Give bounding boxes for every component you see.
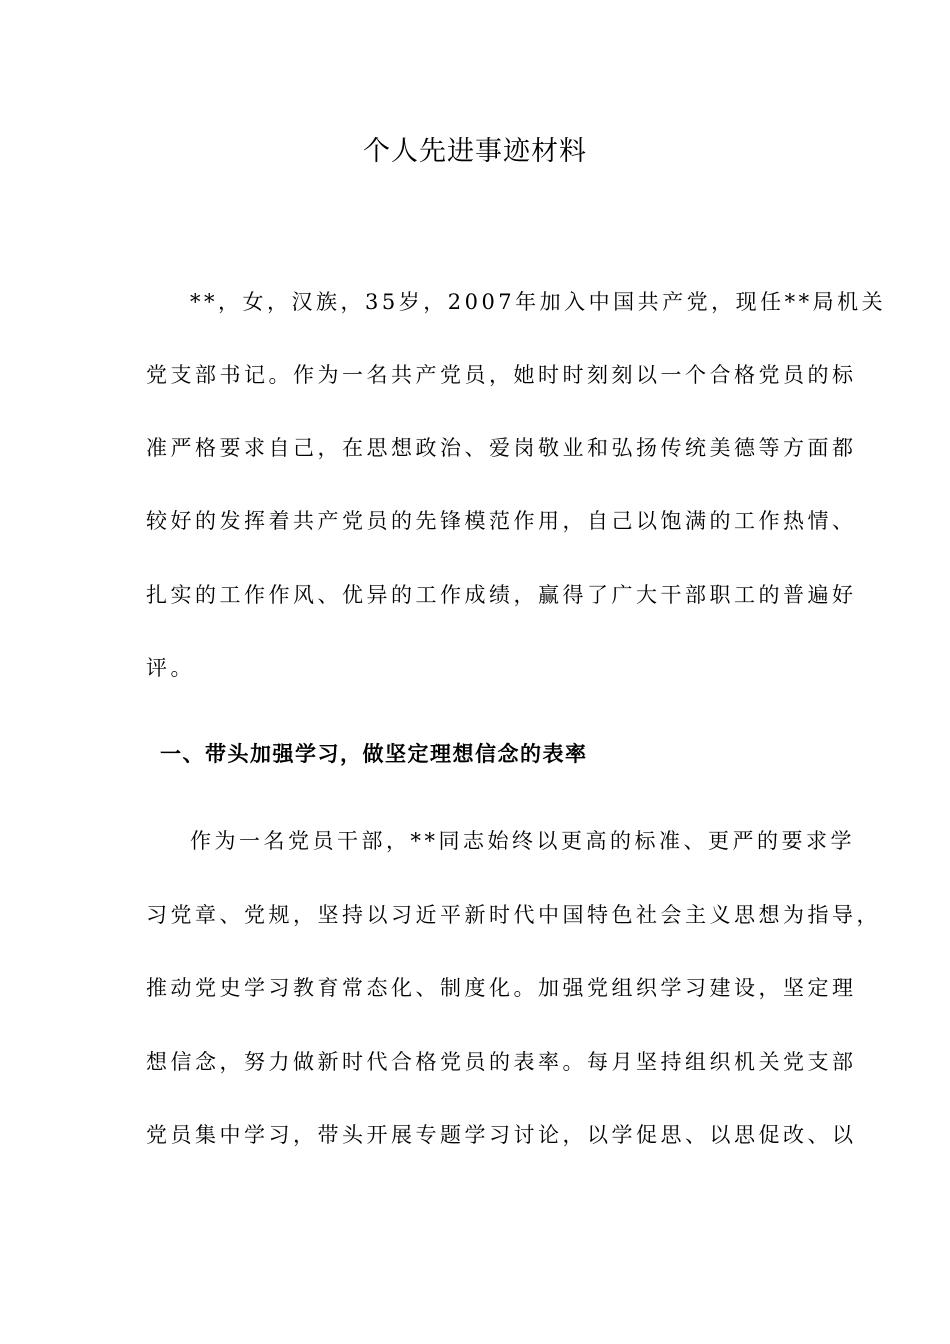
paragraph-line: **，女，汉族，35岁，2007年加入中国共产党，现任**局机关 — [190, 290, 887, 314]
paragraph-line: 党支部书记。作为一名共产党员，她时时刻刻以一个合格党员的标 — [146, 363, 857, 387]
paragraph-line: 准严格要求自己，在思想政治、爱岗敬业和弘扬传统美德等方面都 — [146, 436, 857, 460]
paragraph-line: 作为一名党员干部，**同志始终以更高的标准、更严的要求学 — [190, 829, 855, 853]
paragraph-line: 习党章、党规，坚持以习近平新时代中国特色社会主义思想为指导， — [146, 903, 881, 927]
paragraph-line: 想信念，努力做新时代合格党员的表率。每月坚持组织机关党支部 — [146, 1050, 857, 1074]
paragraph-line: 较好的发挥着共产党员的先锋模范作用，自己以饱满的工作热情、 — [146, 509, 857, 533]
paragraph-line: 评。 — [146, 656, 195, 680]
paragraph-line: 扎实的工作作风、优异的工作成绩，赢得了广大干部职工的普遍好 — [146, 583, 857, 607]
paragraph-line: 推动党史学习教育常态化、制度化。加强党组织学习建设，坚定理 — [146, 976, 857, 1000]
paragraph-line: 党员集中学习，带头开展专题学习讨论，以学促思、以思促改、以 — [146, 1123, 857, 1147]
section-heading: 一、带头加强学习，做坚定理想信念的表率 — [160, 742, 588, 766]
document-title: 个人先进事迹材料 — [363, 136, 587, 167]
